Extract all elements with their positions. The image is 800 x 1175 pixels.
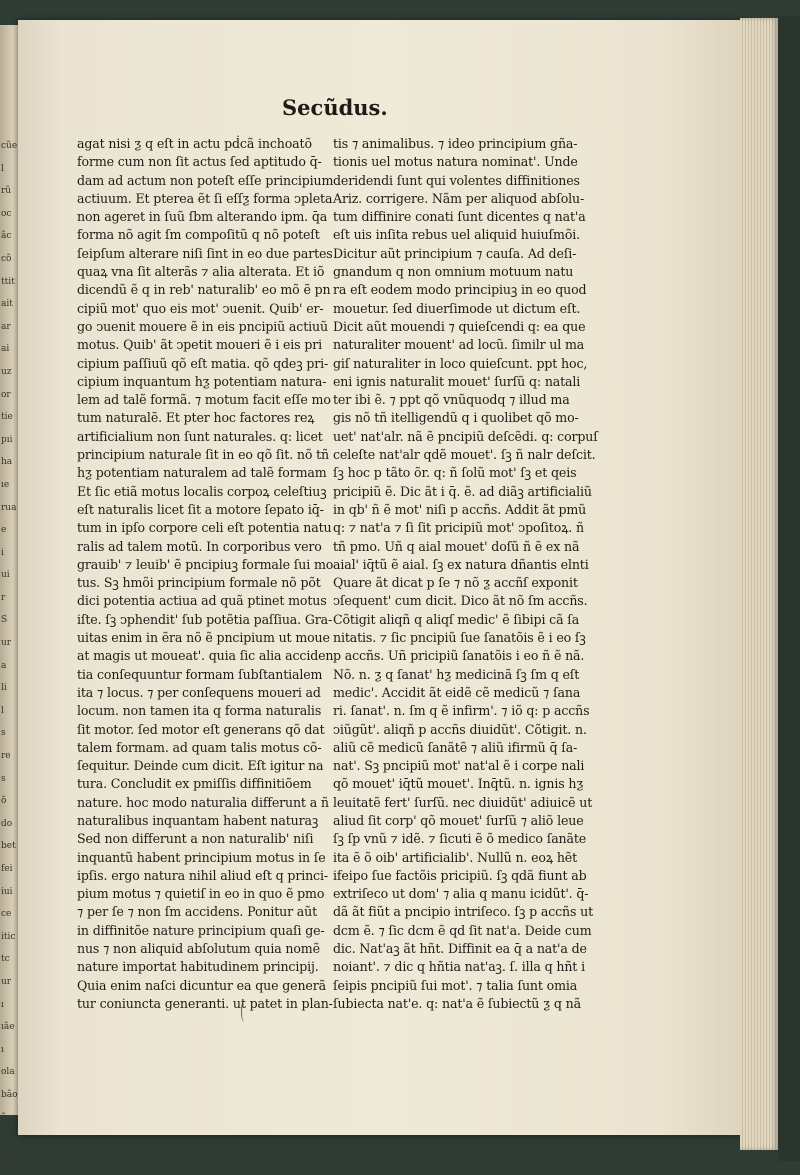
text-line: uet' nat'alr. nã ẽ pncipiũ deſcẽdi. q: corpuſ [333,428,598,444]
text-line: ſeipſum alterare niſi ſint in eo due partes [77,245,333,261]
text-line: tia conſequuntur formam ſubſtantialem [77,666,323,682]
text-line: Sed non differunt a non naturalib' niſi [77,831,314,847]
text-line: nus ⁊ non aliquid abſolutum quia nomẽ [77,941,320,957]
text-line: forma nõ agit ſm compoſitũ q nõ poteſt [77,227,320,243]
text-line: aliud ſit corp' qõ mouet' ſurſũ ⁊ aliõ leue [333,812,584,828]
text-line: uitas enim in ẽra nõ ẽ pncipium ut moue [77,630,330,646]
text-line: ra eſt eodem modo principiuꝫ in eo quod [333,282,587,298]
facing-text-fragment: li [1,683,7,694]
facing-text-fragment: ıe [1,479,10,490]
text-line: mouetur. ſed diuerſimode ut dictum eſt. [333,300,581,316]
facing-text-fragment: tc [1,954,10,965]
text-line: tionis uel motus natura nominat'. Unde [333,154,578,170]
text-line: naturalibus inquantam habent naturaꝫ [77,812,319,828]
text-line: aial' iq̄tũ ẽ aial. ſꝫ ex natura dñantis elnti [333,556,589,572]
facing-text-fragment: fei [1,864,13,874]
text-line: dã ãt fiũt a pncipio intriſeco. ſꝫ p accñs ut [333,904,594,920]
text-line: locum. non tamen ita q forma naturalis [77,703,322,719]
text-line: Dicit aũt mouendi ⁊ quieſcendi q: ea que [333,318,586,334]
facing-text-fragment: a [1,660,7,671]
text-line: ſubiecta nat'e. q: nat'a ẽ ſubiectũ ƺ q nã [333,995,581,1011]
text-line: tur coniuncta generanti. ut patet in plan‐ [77,995,333,1011]
text-line: eni ignis naturalit mouet' ſurſũ q: natali [333,373,581,389]
facing-text-fragment: ã [1,1112,7,1123]
facing-text-fragment: ı [1,999,4,1010]
text-line: nat'. Sꝫ pncipiũ mot' nat'al ẽ i corpe nali [333,758,585,774]
text-line: aliũ cẽ medicũ ſanãtẽ ⁊ aliũ ifirmũ q̄ ſa‐ [333,739,578,755]
text-line: motus. Quib' ãt ↄpetit moueri ẽ i eis pri [77,337,322,353]
text-line: extriſeco ut dom' ⁊ alia q manu icidũt'. q̄‐ [333,886,589,902]
text-line: ↄſequent' cum dicit. Dico ãt nõ ſm accñs. [333,593,588,609]
text-line: Dicitur aũt principium ⁊ cauſa. Ad deſi‐ [333,245,577,261]
facing-text-fragment: l [1,163,4,174]
text-line: quaꝝ vna ſit alterãs ⁊ alia alterata. Et iõ [77,264,325,280]
text-line: eſt naturalis licet ſit a motore ſepato iq̄‐ [77,501,324,517]
text-line: gis nõ tñ itelligendũ q i quolibet qõ mo‐ [333,410,579,426]
facing-text-fragment: rua [1,502,17,513]
facing-text-fragment: uz [1,366,12,377]
facing-page-text [1,135,17,1174]
text-line: ri. ſanat'. n. ſm q ẽ infirm'. ⁊ iõ q: p accñs [333,703,590,719]
text-line: lem ad talẽ formã. ⁊ motum facit eſſe mo [77,392,331,408]
text-line: iſte. ſꝫ ↄphendit' ſub potẽtia paſſiua. Gra‐ [77,611,333,627]
text-line: go ↄuenit mouere ẽ in eis pncipiũ actiuũ [77,318,328,334]
facing-text-fragment: ait [1,299,13,310]
text-line: cipium inquantum hƺ potentiam natura‐ [77,373,327,389]
text-line: artificialium non ſunt naturales. q: licet [77,428,323,444]
text-line: tum in ipſo corpore celi eſt potentia natu [77,520,332,536]
text-line: dam ad actum non poteſt eſſe principium [77,172,334,188]
facing-text-fragment: r [1,592,6,603]
text-line: tus. Sꝫ hmõi principium formale nõ põt [77,575,321,591]
facing-text-fragment: S [1,615,8,626]
text-column-right [333,135,598,1013]
text-line: dcm ẽ. ⁊ ſic dcm ẽ qd ſit nat'a. Deide cum [333,922,592,938]
facing-text-fragment: e [1,525,7,536]
facing-text-fragment: ur [1,976,12,987]
text-line: ⁊ per ſe ⁊ non ſm accidens. Ponitur aũt [77,904,318,920]
text-line: grauib' ⁊ leuib' ẽ pncipiuꝫ formale ſui mo [77,556,334,572]
text-line: principium naturale ſit in eo qõ ſit. nõ tñ [77,447,330,463]
text-line: Et ſic etiã motus localis corpoꝝ celeſtiuꝫ [77,483,327,499]
text-line: leuitatẽ fert' ſurſũ. nec diuidũt' adiuicẽ ut [333,794,593,810]
text-line: noiant'. ⁊ dic q hñtia nat'aꝫ. ſ. illa q hñt i [333,959,585,975]
text-line: ifeipo ſue factõis pricipiũ. ſꝫ qdã fiunt ab [333,867,587,883]
text-line: Quia enim naſci dicuntur ea que generã [77,977,326,993]
facing-text-fragment: itic [1,931,16,942]
text-line: tis ⁊ animalibus. ⁊ ideo principium gña‐ [333,136,578,151]
text-line: celeſte nat'alr qdẽ mouet'. ſꝫ ñ nalr deſcit. [333,447,596,463]
text-line: ralis ad talem motũ. In corporibus vero [77,538,322,554]
facing-text-fragment: s [1,773,6,784]
text-line: ſequitur. Deinde cum dicit. Eſt igitur na [77,758,324,774]
facing-text-fragment: ai [1,344,10,355]
facing-text-fragment: l [1,705,4,716]
text-line: ita ⁊ locus. ⁊ per conſequens moueri ad [77,684,321,700]
facing-text-fragment: ut [1,1157,11,1168]
text-line: tura. Concludit ex pmiſſis diffinitiõem [77,776,312,792]
text-line: Nõ. n. ƺ q ſanat' hƺ medicinã ſꝫ ſm q eſt [333,666,580,682]
facing-text-fragment: ar [1,321,11,332]
facing-text-fragment: ha [1,457,13,468]
text-line: qõ mouet' iq̄tũ mouet'. Inq̄tũ. n. ignis hƺ [333,776,584,792]
text-line: nitatis. ⁊ ſic pncipiũ ſue ſanatõis ẽ i eo ſꝫ [333,630,586,646]
text-line: tñ pmo. Uñ q aial mouet' doſũ ñ ẽ ex nã [333,538,580,554]
text-line: Cõtigit aliqñ q aliqſ medic' ẽ ſibipi cã ſa [333,611,580,627]
text-line: Ariz. corrigere. Nãm per aliquod abſolu‐ [333,190,585,206]
facing-text-fragment: fia [1,1135,13,1146]
text-line: ſit motor. ſed motor eſt generans qõ dat [77,721,325,737]
ink-mark [241,1000,247,1022]
text-line: ter ibi ẽ. ⁊ ppt qõ vnũquodq ⁊ illud ma [333,392,570,408]
text-line: Quare ãt dicat p ſe ⁊ nõ ƺ accñſ exponit [333,575,578,591]
text-line: ↄiũgũt'. aliqñ p accñs diuidũt'. Cõtigit. n. [333,721,587,737]
running-header: Secũdus. [282,95,388,120]
facing-text-fragment: or [1,389,11,400]
text-line: actiuum. Et pterea ẽt ſi eſſƺ forma ↄpleta [77,190,333,206]
text-line: dicendũ ẽ q in reb' naturalib' eo mõ ẽ pn [77,282,331,298]
facing-text-fragment: cũe [1,141,18,151]
text-line: at magis ut moueat'. quia ſic alia acciden [77,648,334,664]
text-line: q: ⁊ nat'a ⁊ ſi ſit pricipiũ mot' ↄpoſitoꝝ. ñ [333,520,584,536]
text-line: ſꝫ ſp vnũ ⁊ idẽ. ⁊ ſicuti ẽ õ medico ſanãte [333,831,587,847]
text-line: talem formam. ad quam talis motus cõ‐ [77,739,322,755]
facing-text-fragment: ı [1,1044,4,1055]
text-line: ſeipis pncipiũ ſui mot'. ⁊ talia ſunt omia [333,977,578,993]
text-line: cipium paſſiuũ qõ eſt matia. qõ qdeꝫ pri‐ [77,355,329,371]
text-line: forme cum non ſit actus ſed aptitudo q̄‐ [77,154,322,170]
text-line: agat nisi ƺ q eſt in actu pḋcã inchoatõ [77,136,312,151]
text-line: hƺ potentiam naturalem ad talẽ formam [77,465,327,481]
text-line: in diffinitõe nature principium quaſi ge‐ [77,922,325,938]
facing-text-fragment: re [1,751,11,762]
facing-text-fragment: do [1,818,13,829]
text-line: cipiũ mot' quo eis mot' ↄuenit. Quib' er‐ [77,300,324,316]
background-edge [778,16,800,1161]
page-edges [740,18,778,1150]
text-line: eſt uis inſita rebus uel aliquid huiuſmõi. [333,227,580,243]
text-column-left [77,135,334,1013]
facing-text-fragment: iui [1,886,13,897]
facing-text-fragment: s [1,728,6,739]
text-line: naturaliter mouent' ad locũ. ſimilr ul ma [333,337,585,353]
facing-text-fragment: ce [1,909,12,920]
text-line: gnandum q non omnium motuum natu [333,264,574,280]
facing-text-fragment: cõ [1,253,12,264]
facing-text-fragment: bão [1,1089,18,1100]
facing-text-fragment: bet [1,841,16,852]
text-line: pricipiũ ẽ. Dic ãt i q̄. ẽ. ad diãꝫ artificialiũ [333,483,592,499]
text-line: medic'. Accidit ãt eidẽ cẽ medicũ ⁊ ſana [333,684,581,700]
facing-text-fragment: ola [1,1067,15,1078]
text-line: pium motus ⁊ quietiſ in eo in quo ẽ pmo [77,886,325,902]
text-line: nature importat habitudinem principij. [77,959,319,975]
facing-page-edge [0,25,18,1168]
text-line: ita ẽ õ oib' artificialib'. Nullũ n. eoꝝ hẽt [333,849,578,865]
facing-text-fragment: rũ [1,186,12,197]
text-line: in qb' ñ ẽ mot' niſi p accñs. Addit ãt pmũ [333,501,587,517]
facing-text-fragment: ãc [1,231,12,242]
text-line: nature. hoc modo naturalia differunt a ñ [77,794,329,810]
text-line: ipſis. ergo natura nihil aliud eſt q princi‐ [77,867,328,883]
text-line: tum naturalẽ. Et pter hoc factores reꝝ [77,410,315,426]
facing-text-fragment: tie [1,412,13,423]
text-line: dic. Nat'aꝫ ãt hñt. Diffinit ea q̄ a nat'a de [333,941,587,957]
text-line: tum diffinire conati ſunt dicentes q nat'a [333,209,586,225]
facing-text-fragment: ttit [1,276,15,287]
text-line: giſ naturaliter in loco quieſcunt. ppt hoc, [333,355,588,371]
facing-text-fragment: ıãe [1,1022,15,1033]
text-line: non ageret in ſuũ ſbm alterando ipm. q̄a [77,209,328,225]
text-line: deridendi ſunt qui volentes diffinitiones [333,172,580,188]
text-line: dici potentia actiua ad quã ptinet motus [77,593,327,609]
facing-text-fragment: i [1,547,4,558]
facing-text-fragment: oc [1,208,12,219]
facing-text-fragment: pıi [1,434,13,445]
facing-text-fragment: ur [1,638,12,649]
text-line: ſꝫ hoc p tãto õr. q: ñ ſolũ mot' ſꝫ et qeis [333,465,577,481]
text-line: p accñs. Uñ pricipiũ ſanatõis i eo ñ ẽ nã. [333,648,585,664]
facing-text-fragment: ui [1,570,10,581]
text-line: inquantũ habent principium motus in ſe [77,849,326,865]
facing-text-fragment: õ [1,796,7,807]
